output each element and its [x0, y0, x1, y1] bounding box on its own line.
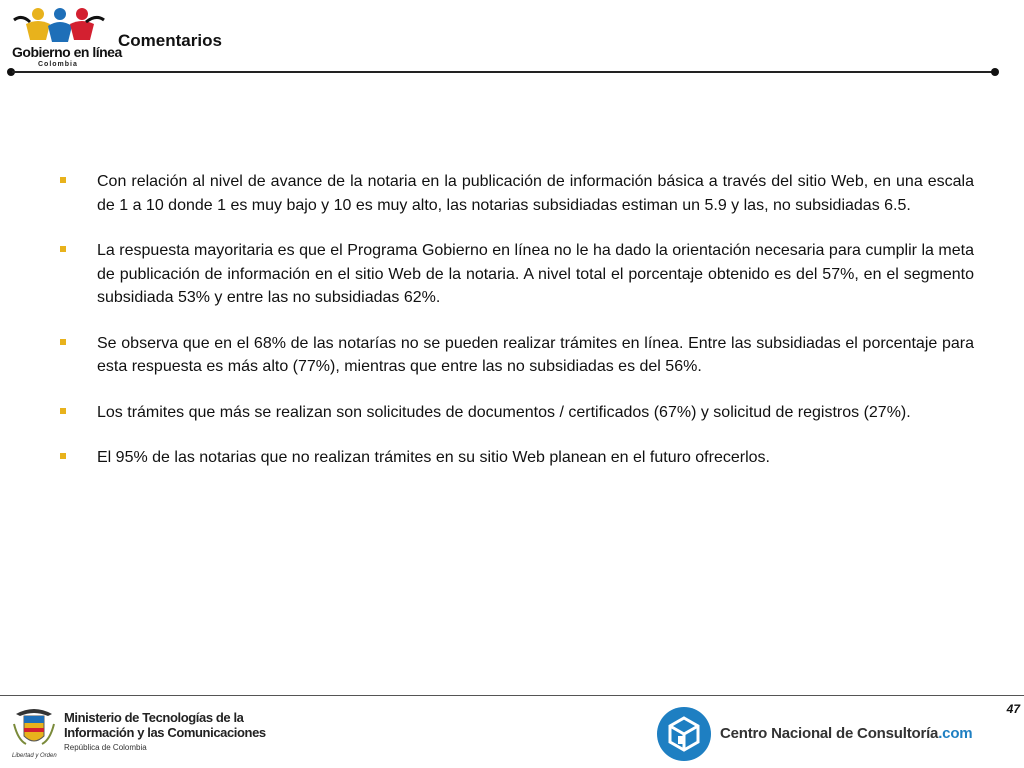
header-divider — [12, 71, 996, 73]
ministry-line-2: Información y las Comunicaciones — [64, 725, 266, 740]
gobierno-en-linea-figures-icon — [8, 4, 108, 48]
cnc-logo — [654, 706, 994, 764]
ministry-line-1: Ministerio de Tecnologías de la — [64, 710, 244, 725]
ministry-line-3: República de Colombia — [64, 743, 147, 752]
square-bullet-icon — [60, 408, 66, 414]
cnc-name — [720, 725, 972, 742]
gobierno-en-linea-logo — [8, 4, 122, 70]
bullet-item-2 — [58, 239, 974, 310]
colombia-crest-icon — [12, 704, 56, 752]
logo-text: Gobierno en línea — [12, 44, 122, 60]
bullet-text: El 95% de las notarias que no realizan trámites en su sitio Web planean en el futuro ofrecerlos. — [97, 449, 770, 466]
bullet-item-1 — [58, 170, 974, 217]
square-bullet-icon — [60, 453, 66, 459]
bullet-item-3 — [58, 332, 974, 379]
bullet-list — [58, 170, 974, 492]
bullet-item-4 — [58, 401, 974, 425]
page-title: Comentarios — [118, 31, 222, 50]
page-number: 47 — [1006, 702, 1020, 716]
bullet-text: Los trámites que más se realizan son solicitudes de documentos / certificados (67%) y solicitud de registros (27%). — [97, 403, 911, 421]
bullet-item-5 — [58, 446, 974, 470]
logo-subtext: Colombia — [38, 61, 78, 68]
bullet-text: Se observa que en el 68% de las notarías no se pueden realizar trámites en línea. Entre las subsidiadas el porcentaje para esta respuesta es más alto (77%), mientras que entre las no subsidiadas es del 56%. — [97, 334, 974, 375]
rule-right-dot — [991, 68, 999, 76]
bullet-text: Con relación al nivel de avance de la notaria en la publicación de información básica a través del sitio Web, en una escala de 1 a 10 donde 1 es muy bajo y 10 es muy alto, las notarias subsidiadas estiman un 5.9 y las, no subsidiadas 6.5. — [97, 173, 974, 214]
square-bullet-icon — [60, 246, 66, 252]
square-bullet-icon — [60, 339, 66, 345]
footer-divider — [0, 695, 1024, 696]
cnc-name-main: Centro Nacional de Consultoría — [720, 725, 939, 742]
square-bullet-icon — [60, 177, 66, 183]
ministry-logo — [10, 702, 270, 764]
bullet-text: La respuesta mayoritaria es que el Programa Gobierno en línea no le ha dado la orientación necesaria para cumplir la meta de publicación de información en el sitio Web de la notaria. A nivel total el porcentaje obtenido es del 57%, en el segmento subsidiada 53% y entre las no subsidiadas 62%. — [97, 242, 974, 306]
cnc-cube-icon — [656, 706, 712, 762]
cnc-domain: .com — [938, 725, 973, 742]
ministry-motto: Libertad y Orden — [12, 753, 57, 759]
